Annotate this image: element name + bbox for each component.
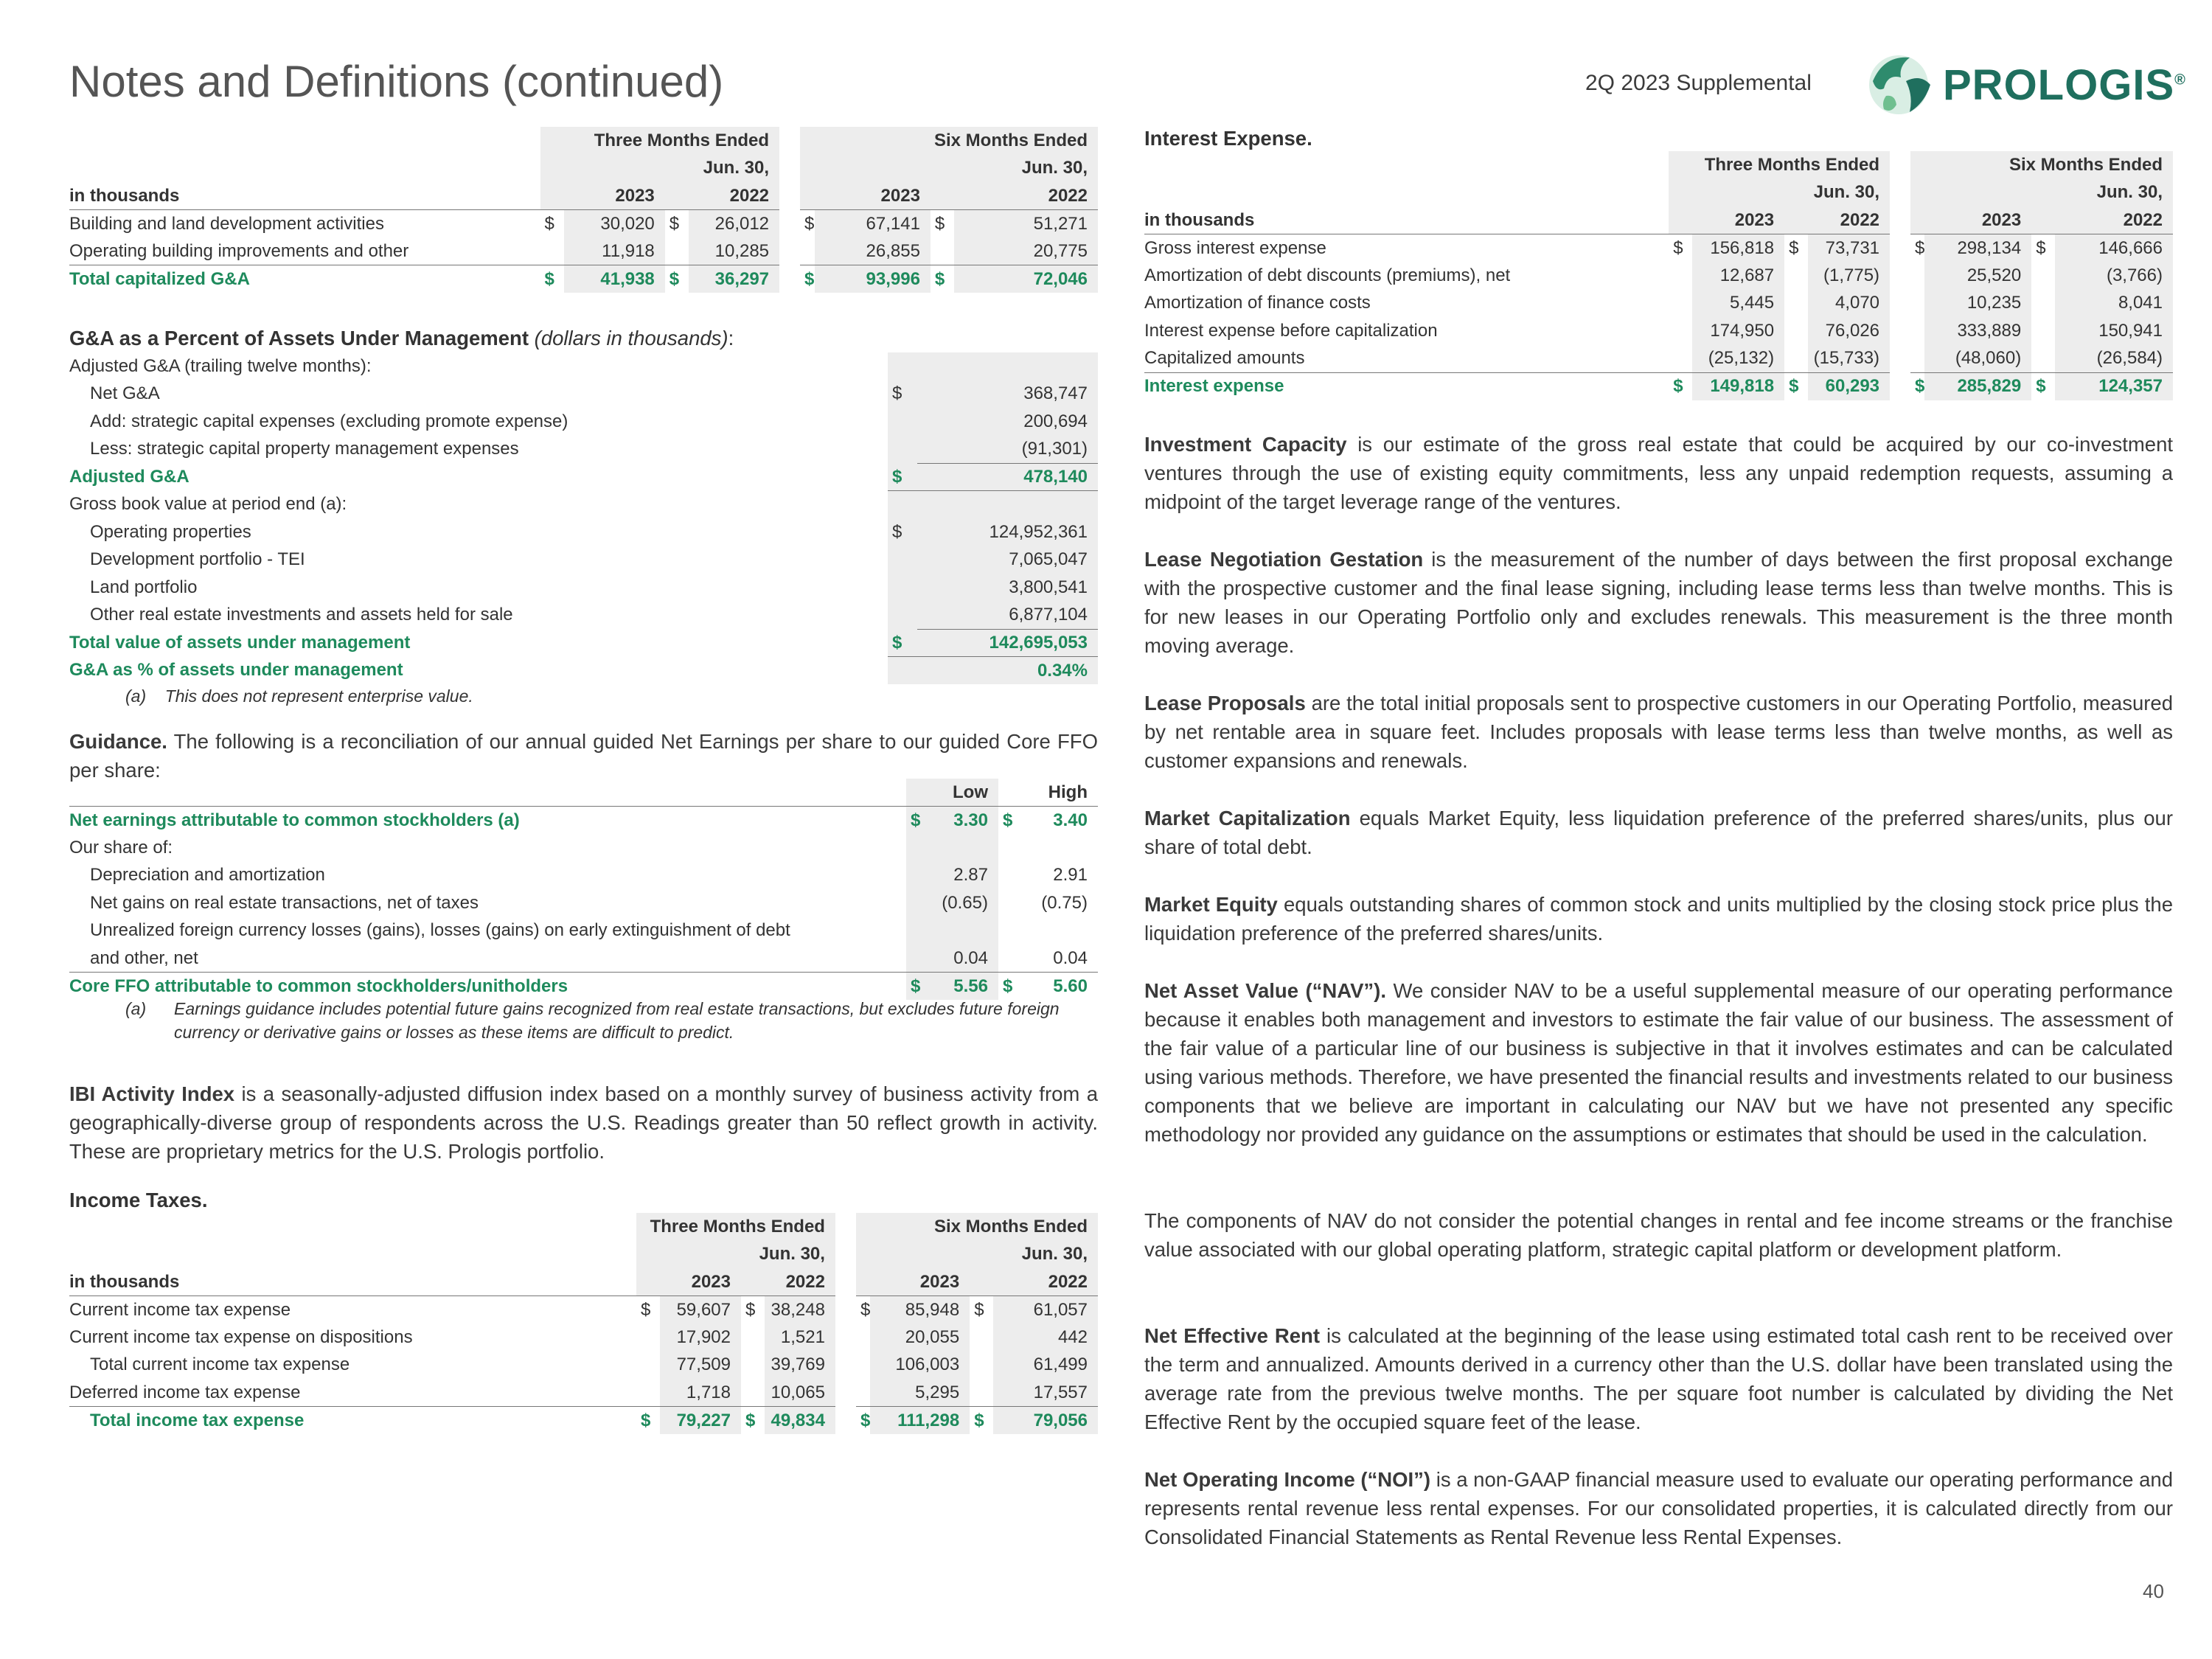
total-row: Total value of assets under management $ 142,695,053 (69, 629, 1098, 657)
capitalized-ga-table (69, 127, 1098, 293)
ibi-definition: IBI Activity Index is a seasonally-adjusted diffusion index based on a monthly survey of business activity from a geographically-diverse group of respondents across the U.S. Readings greater than 50 reflect growth in activity. These are proprietary metrics for the U.S. Prologis portfolio. (69, 1082, 1098, 1163)
table-row: Land portfolio 3,800,541 (69, 574, 1098, 602)
guidance-intro: Guidance. The following is a reconciliation of our annual guided Net Earnings per share to our guided Core FFO per share: (69, 730, 1098, 782)
table-row: Deferred income tax expense 1,718 10,065 5,295 17,557 (69, 1379, 1098, 1407)
table-row: Gross interest expense $ 156,818 $ 73,731 $ 298,134 $ 146,666 (1144, 234, 2173, 262)
def-lease-negotiation-gestation: Lease Negotiation Gestation is the measurement of the number of days between the first proposal exchange with the prospective customer and the final lease signing, including lease terms less than twelve months. This is for new leases in our Operating Portfolio only and excludes renewals. This measurement is the three month moving average. (1144, 548, 2173, 657)
table-row: Net G&A $ 368,747 (69, 380, 1098, 408)
year-header: 2022 (765, 1268, 846, 1296)
def-nav-components: The components of NAV do not consider the potential changes in rental and fee income streams or the franchise value associated with our global operating platform, strategic capital platform or development platform. (1144, 1209, 2173, 1261)
interest-expense-heading: Interest Expense. (1144, 127, 1312, 150)
three-months-header: Three Months Ended (1669, 151, 1900, 179)
jun-header: Jun. 30, (540, 155, 790, 183)
year-header: 2023 (815, 182, 931, 210)
unit-label: in thousands (69, 1268, 636, 1296)
table-row: Less: strategic capital property management expenses (91,301) (69, 436, 1098, 464)
income-taxes-heading: Income Taxes. (69, 1189, 208, 1211)
interest-expense-table (1144, 151, 2173, 400)
year-header: 2022 (993, 1268, 1098, 1296)
year-header: 2022 (2055, 206, 2173, 234)
year-header: 2022 (954, 182, 1098, 210)
year-header: 2023 (1692, 206, 1784, 234)
total-row: G&A as % of assets under management 0.34% (69, 657, 1098, 685)
table-row: Gross book value at period end (a): (69, 491, 1098, 519)
def-market-equity: Market Equity equals outstanding shares of common stock and units multiplied by the closing stock price plus the liquidation preference of the preferred shares/units. (1144, 893, 2173, 945)
guidance-note: (a) Earnings guidance includes potential future gains recognized from real estate transactions, but excludes future foreign currency or derivative gains or losses as these items are difficult to predict. (125, 999, 1060, 1042)
def-lease-proposals: Lease Proposals are the total initial proposals sent to prospective customers in our Operating Portfolio, measured by net rentable area in square feet. Includes proposals with lease terms less than twelve months, as well as customer expansions and renewals. (1144, 692, 2174, 772)
table-row: Current income tax expense on dispositions 17,902 1,521 20,055 442 (69, 1324, 1098, 1352)
jun-header: Jun. 30, (790, 155, 1098, 183)
prologis-logo (1865, 52, 2186, 118)
jun-header: Jun. 30, (1900, 179, 2173, 207)
table-row: Interest expense before capitalization 174,950 76,026 333,889 150,941 (1144, 317, 2173, 345)
table-row: Our share of: (69, 834, 1098, 862)
total-row: Total capitalized G&A $ 41,938 $ 36,297 $ 93,996 $ 72,046 (69, 265, 1098, 293)
six-months-header: Six Months Ended (846, 1213, 1098, 1241)
table-row: Building and land development activities $ 30,020 $ 26,012 $ 67,141 $ 51,271 (69, 210, 1098, 238)
year-header: 2022 (1808, 206, 1900, 234)
table-row: Net earnings attributable to common stockholders (a) $ 3.30 $ 3.40 (69, 807, 1098, 835)
def-net-operating-income: Net Operating Income (“NOI”) is a non-GAAP financial measure used to evaluate our operating performance and represents rental revenue less rental expenses. For our consolidated properties, it is calculated directly from our Consolidated Financial Statements as Rental Revenue less Rental Expenses. (1144, 1468, 2173, 1548)
year-header: 2023 (1924, 206, 2031, 234)
six-months-header: Six Months Ended (790, 127, 1098, 155)
table-row: Adjusted G&A (trailing twelve months): (69, 352, 1098, 380)
jun-header: Jun. 30, (846, 1241, 1098, 1269)
table-row: Development portfolio - TEI 7,065,047 (69, 546, 1098, 574)
table-row: Add: strategic capital expenses (excluding promote expense) 200,694 (69, 408, 1098, 436)
total-row: Adjusted G&A $ 478,140 (69, 463, 1098, 491)
table-row: Capitalized amounts (25,132) (15,733) (48,060) (26,584) (1144, 345, 2173, 373)
globe-icon (1865, 52, 1939, 118)
table-row: Amortization of finance costs 5,445 4,070 10,235 8,041 (1144, 290, 2173, 318)
six-months-header: Six Months Ended (1900, 151, 2173, 179)
low-header: Low (928, 779, 998, 807)
table-row: Operating properties $ 124,952,361 (69, 518, 1098, 546)
three-months-header: Three Months Ended (636, 1213, 846, 1241)
table-row: Total current income tax expense 77,509 39,769 106,003 61,499 (69, 1352, 1098, 1380)
guidance-table (69, 779, 1098, 1000)
def-investment-capacity: Investment Capacity is our estimate of the gross real estate that could be acquired by our co-investment ventures through the use of existing equity commitments, less any unpaid redemption requests, assuming a midpoint of the target leverage range of the ventures. (1144, 433, 2174, 513)
year-header: 2023 (564, 182, 665, 210)
supplemental-label: 2Q 2023 Supplemental (1585, 71, 1812, 95)
year-header: 2023 (870, 1268, 970, 1296)
income-tax-table (69, 1213, 1098, 1434)
total-row: Interest expense $ 149,818 $ 60,293 $ 285,829 $ 124,357 (1144, 372, 2173, 400)
unit-label: in thousands (1144, 206, 1669, 234)
total-row: Total income tax expense $ 79,227 $ 49,834 $ 111,298 $ 79,056 (69, 1407, 1098, 1435)
table-row: Current income tax expense $ 59,607 $ 38,248 $ 85,948 $ 61,057 (69, 1296, 1098, 1324)
three-months-header: Three Months Ended (540, 127, 790, 155)
ga-note: (a) This does not represent enterprise value. (125, 686, 473, 706)
logo-text: PROLOGIS® (1943, 61, 2186, 109)
year-header: 2022 (689, 182, 790, 210)
high-header: High (1020, 779, 1098, 807)
table-row: Operating building improvements and other 11,918 10,285 26,855 20,775 (69, 237, 1098, 265)
table-row: Amortization of debt discounts (premiums), net 12,687 (1,775) 25,520 (3,766) (1144, 262, 2173, 290)
table-row: and other, net 0.04 0.04 (69, 945, 1098, 973)
table-row: Unrealized foreign currency losses (gains), losses (gains) on early extinguishment of debt (69, 917, 1098, 945)
table-row: Other real estate investments and assets held for sale 6,877,104 (69, 602, 1098, 630)
table-row: Net gains on real estate transactions, net of taxes (0.65) (0.75) (69, 889, 1098, 917)
total-row: Core FFO attributable to common stockholders/unitholders $ 5.56 $ 5.60 (69, 973, 1098, 1001)
def-net-asset-value: Net Asset Value (“NAV”). We consider NAV to be a useful supplemental measure of our operating performance because it enables both management and investors to estimate the fair value of our business. The assessment of the fair value of a particular line of our business is subjective in that it involves estimates and can be calculated using various methods. Therefore, we have presented the financial results and investments related to our business components that we believe are important in calculating our NAV but we have not presented any specific methodology nor provided any guidance on the assumptions or estimates that should be used in the calculation. (1144, 979, 2174, 1146)
ga-aum-heading: G&A as a Percent of Assets Under Management (dollars in thousands): (69, 327, 734, 349)
jun-header: Jun. 30, (1669, 179, 1900, 207)
def-net-effective-rent: Net Effective Rent is calculated at the beginning of the lease using estimated total cash rent to be received over the term and annualized. Amounts derived in a currency other than the U.S. dollar have been translated using the average rate from the previous twelve months. The per square foot number is calculated by dividing the Net Effective Rent by the occupied square feet of the lease. (1144, 1324, 2174, 1433)
table-row: Depreciation and amortization 2.87 2.91 (69, 862, 1098, 890)
jun-header: Jun. 30, (636, 1241, 846, 1269)
page-title: Notes and Definitions (continued) (69, 57, 724, 106)
page-number: 40 (2143, 1580, 2164, 1602)
ga-aum-table (69, 352, 1098, 684)
year-header: 2023 (660, 1268, 741, 1296)
def-market-capitalization: Market Capitalization equals Market Equity, less liquidation preference of the preferred shares/units, plus our share of total debt. (1144, 807, 2173, 858)
unit-label: in thousands (69, 182, 540, 210)
